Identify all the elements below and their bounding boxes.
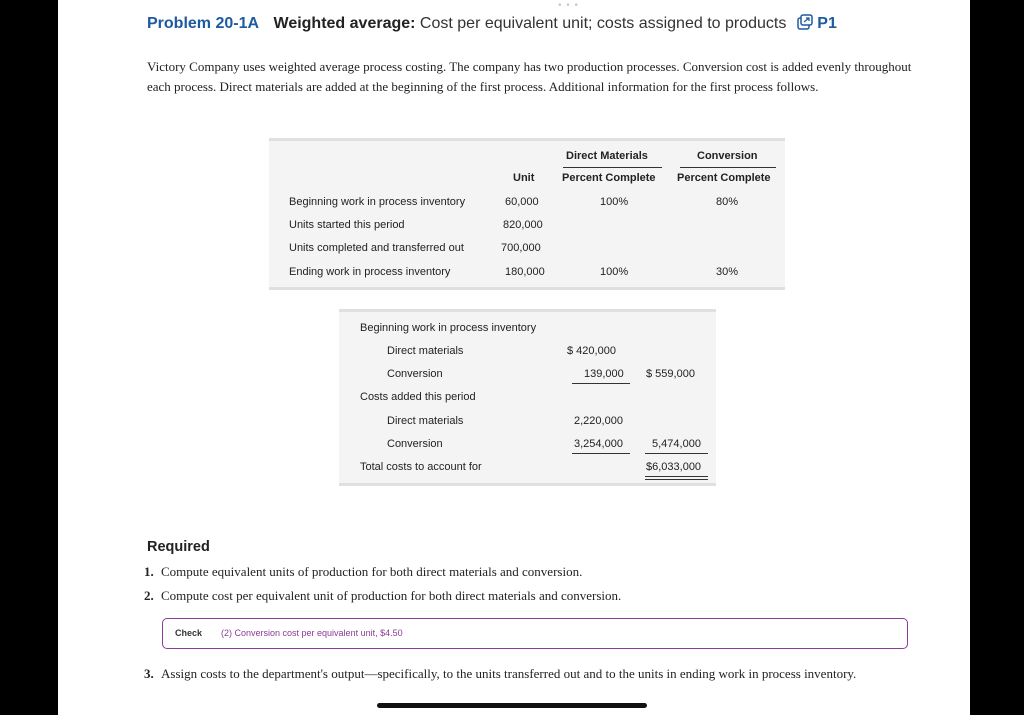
subtotal-rule bbox=[572, 453, 630, 454]
required-item-1 bbox=[144, 561, 904, 582]
dm-header-1: Direct Materials bbox=[566, 150, 648, 162]
added-label: Costs added this period bbox=[360, 391, 476, 403]
page bbox=[58, 0, 970, 715]
row-conv: 30% bbox=[716, 266, 739, 278]
total-value: $6,033,000 bbox=[646, 461, 702, 473]
header-rule bbox=[563, 167, 662, 168]
problem-number: Problem 20-1A bbox=[147, 15, 260, 32]
row-unit: 820,000 bbox=[503, 219, 543, 231]
external-link-icon[interactable] bbox=[797, 14, 813, 35]
item-text: Compute equivalent units of production for both direct materials and conversion. bbox=[161, 564, 583, 579]
add-conv-label: Conversion bbox=[387, 438, 443, 450]
title-rest: Cost per equivalent unit; costs assigned to products bbox=[419, 15, 787, 32]
row-label: Beginning work in process inventory bbox=[289, 196, 466, 208]
add-dm-value: 2,220,000 bbox=[574, 415, 623, 427]
check-text: (2) Conversion cost per equivalent unit, $4.50 bbox=[221, 628, 403, 638]
total-double-rule bbox=[645, 476, 708, 477]
row-label: Units started this period bbox=[289, 219, 405, 231]
check-box bbox=[162, 618, 908, 649]
subtotal-rule bbox=[645, 453, 708, 454]
beginning-label: Beginning work in process inventory bbox=[360, 322, 537, 334]
row-unit: 700,000 bbox=[501, 242, 541, 254]
header-rule bbox=[680, 167, 776, 168]
total-label: Total costs to account for bbox=[360, 461, 482, 473]
row-unit: 60,000 bbox=[505, 196, 539, 208]
beg-total: $ 559,000 bbox=[646, 368, 695, 380]
drag-handle-icon[interactable]: • • • bbox=[558, 0, 580, 11]
units-table bbox=[269, 138, 785, 290]
required-item-2 bbox=[144, 585, 904, 606]
item-number: 2. bbox=[144, 588, 154, 603]
beg-dm-label: Direct materials bbox=[387, 345, 464, 357]
beg-conv-value: 139,000 bbox=[584, 368, 624, 380]
row-label: Units completed and transferred out bbox=[289, 242, 464, 254]
scrollbar[interactable] bbox=[377, 703, 647, 708]
check-label: Check bbox=[175, 628, 203, 638]
learning-objective-tag: P1 bbox=[817, 15, 837, 32]
required-heading: Required bbox=[147, 539, 210, 555]
row-dm: 100% bbox=[600, 266, 629, 278]
item-number: 1. bbox=[144, 564, 154, 579]
required-item-3 bbox=[144, 663, 904, 684]
problem-title bbox=[147, 14, 837, 35]
conv-header-2: Percent Complete bbox=[677, 172, 771, 184]
total-double-rule bbox=[645, 479, 708, 480]
row-conv: 80% bbox=[716, 196, 739, 208]
intro-paragraph: Victory Company uses weighted average process costing. The company has two production processes. Conversion cost is added evenly throughout each process. Direct materials are added at the beginning of the first process. Additional information for the first process follows. bbox=[147, 59, 912, 94]
item-text: Assign costs to the department's output—specifically, to the units transferred out and to the units in ending work in process inventory. bbox=[161, 666, 857, 681]
item-number: 3. bbox=[144, 666, 154, 681]
row-unit: 180,000 bbox=[505, 266, 545, 278]
conv-header-1: Conversion bbox=[697, 150, 758, 162]
beg-conv-label: Conversion bbox=[387, 368, 443, 380]
row-label: Ending work in process inventory bbox=[289, 266, 451, 278]
dm-header-2: Percent Complete bbox=[562, 172, 656, 184]
add-total: 5,474,000 bbox=[652, 438, 701, 450]
subtotal-rule bbox=[572, 383, 630, 384]
title-bold: Weighted average: bbox=[273, 15, 416, 32]
unit-header: Unit bbox=[513, 172, 535, 184]
beg-dm-value: $ 420,000 bbox=[567, 345, 616, 357]
item-text: Compute cost per equivalent unit of production for both direct materials and conversion. bbox=[161, 588, 622, 603]
add-conv-value: 3,254,000 bbox=[574, 438, 623, 450]
costs-table bbox=[339, 309, 716, 486]
row-dm: 100% bbox=[600, 196, 629, 208]
add-dm-label: Direct materials bbox=[387, 415, 464, 427]
